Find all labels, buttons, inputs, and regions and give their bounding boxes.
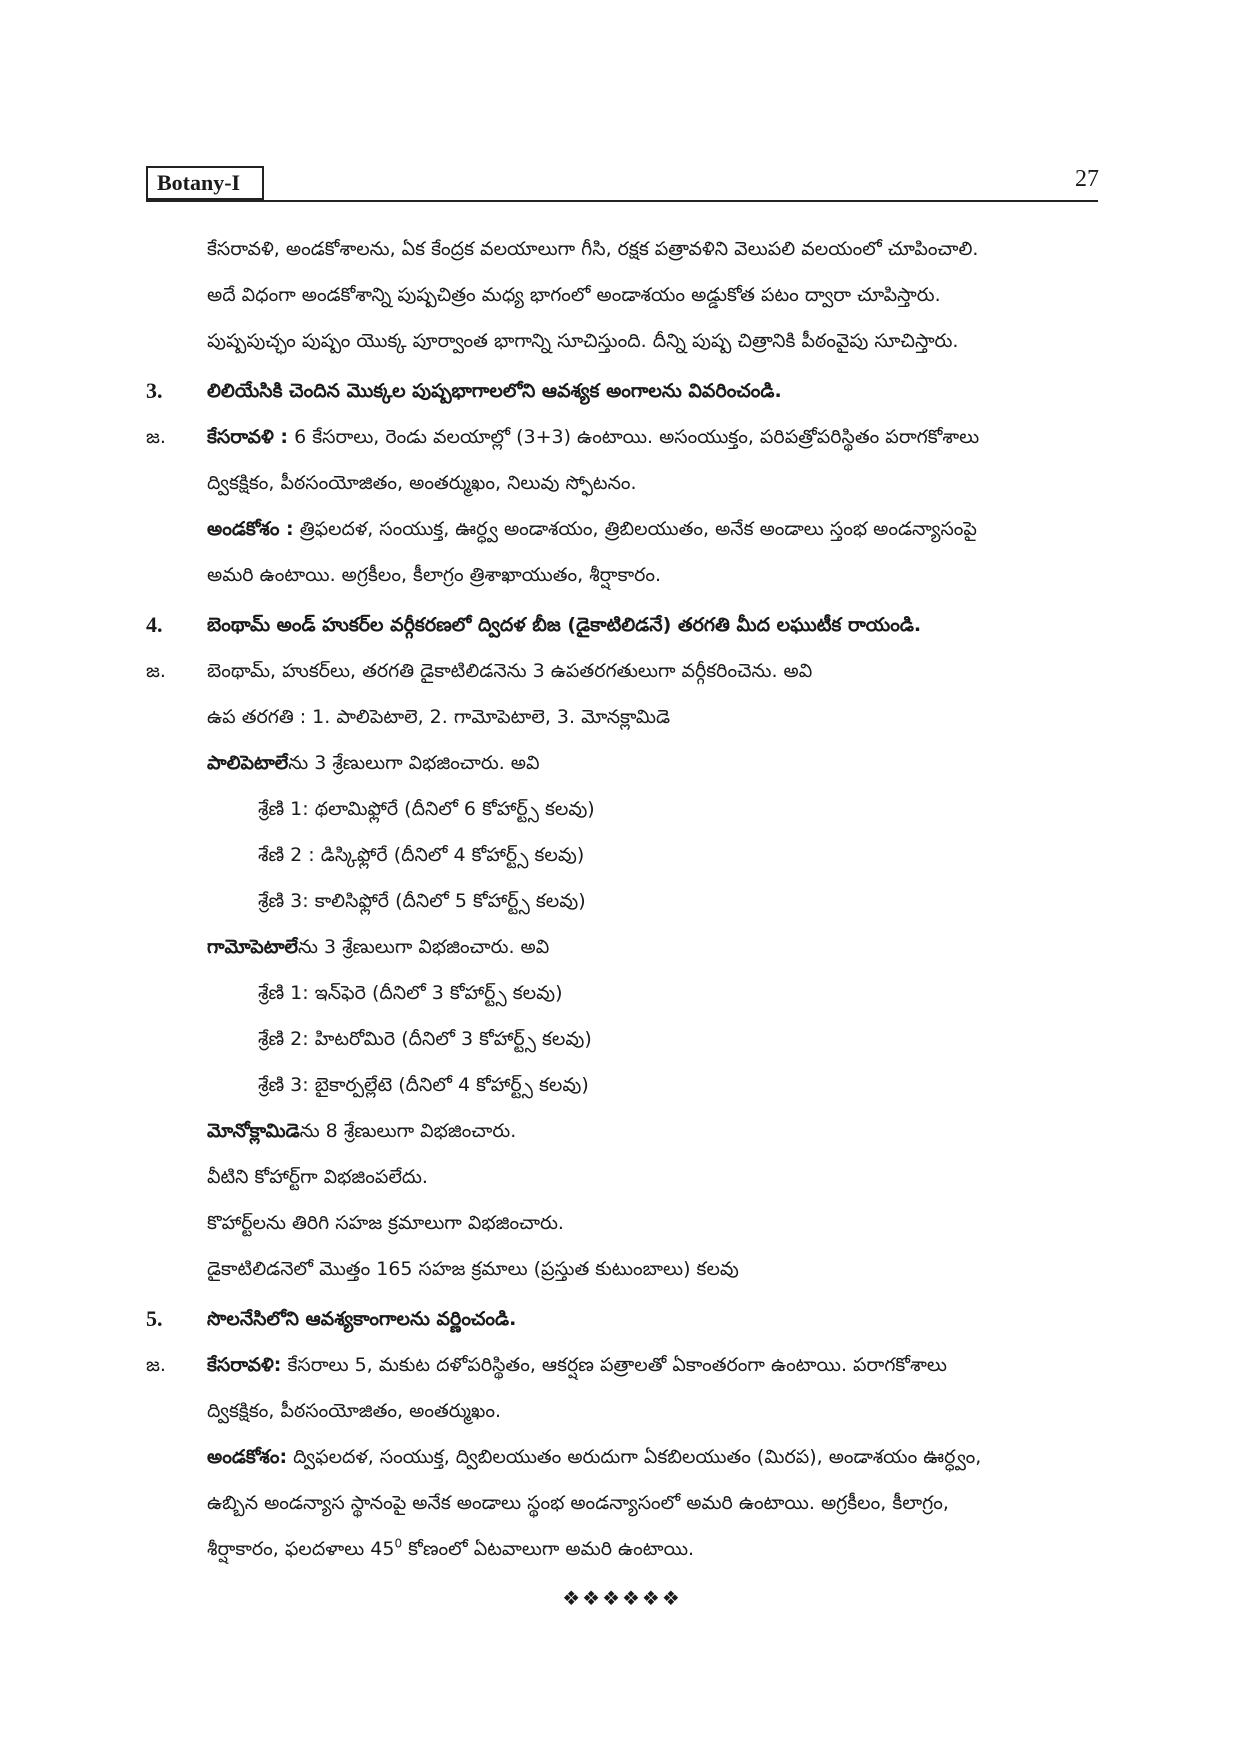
answer-text: త్రిఫలదళ, సంయుక్త, ఊర్ధ్వ అండాశయం, త్రిబిలయుతం, అనేక అండాలు స్తంభ అండన్యాసంపై [299, 518, 977, 540]
answer-4-line-2: ఉప తరగతి : 1. పాలిపెటాలె, 2. గామోపెటాలె, 3. మోనక్లామిడె [207, 706, 671, 728]
monochlamydeae-intro [146, 1108, 1098, 1154]
answer-3-line-1 [146, 414, 1098, 460]
term-label: కేసరావళి : [207, 426, 289, 448]
intro-line-1: కేసరావళి, అండకోశాలను, ఏక కేంద్రక వలయాలుగా గీసి, రక్షక పత్రావళిని వెలుపలి వలయంలో చూపించాలి. [207, 238, 979, 260]
answer-3-line-3 [146, 506, 1098, 552]
answer-5-line-3 [146, 1434, 1098, 1480]
answer-4-line-1 [146, 648, 1098, 694]
term-label: కేసరావళి: [207, 1354, 282, 1376]
question-text: లిలియేసికి చెందిన మొక్కల పుష్పభాగాలలోని ఆవశ్యక అంగాలను వివరించండి. [207, 380, 782, 402]
intro-line-3: పుష్పపుచ్ఛం పుష్పం యొక్క పూర్వాంత భాగాన్ని సూచిస్తుంది. దీన్ని పుష్ప చిత్రానికి పీఠంవైపు సూచిస్తారు. [207, 330, 959, 352]
degree-superscript: 0 [394, 1536, 403, 1551]
answer-text: ద్విఫలదళ, సంయుక్త, ద్విబిలయుతం అరుదుగా ఏకబిలయుతం (మిరప), అండాశయం ఊర్ధ్వం, [293, 1446, 982, 1468]
answer-4-note-2: కొహార్ట్‌లను తిరిగి సహజ క్రమాలుగా విభజించారు. [207, 1212, 564, 1234]
term-label: గామోపెటాలే [207, 936, 298, 958]
gamopetalae-intro [146, 924, 1098, 970]
term-label: పాలిపెటాలే [207, 752, 289, 774]
intro-line-2: అదే విధంగా అండకోశాన్ని పుష్పచిత్రం మధ్య భాగంలో అండాశయం అడ్డుకోత పటం ద్వారా చూపిస్తారు. [207, 284, 941, 306]
answer-4-note-3: డైకాటిలిడనెలో మొత్తం 165 సహజ క్రమాలు (ప్రస్తుత కుటుంబాలు) కలవు [207, 1258, 739, 1280]
answer-text: కేసరాలు 5, మకుట దళోపరిస్థితం, ఆకర్షణ పత్రాలతో ఏకాంతరంగా ఉంటాయి. పరాగకోశాలు [287, 1354, 947, 1376]
answer-text: ను 8 శ్రేణులుగా విభజించారు. [299, 1120, 517, 1142]
question-number: 5. [146, 1306, 163, 1331]
question-text: బెంథామ్ అండ్ హుకర్‌ల వర్గీకరణలో ద్విదళ బీజ (డైకాటిలిడనే) తరగతి మీద లఘుటీక రాయండి. [207, 614, 922, 636]
gamopetalae-series-2: శ్రేణి 2: హిటరోమిరె (దీనిలో 3 కోహార్ట్స్ కలవు) [258, 1028, 592, 1050]
answer-text: బెంథామ్, హుకర్‌లు, తరగతి డైకాటిలిడనెను 3 ఉపతరగతులుగా వర్గీకరించెను. అవి [207, 660, 813, 682]
header-rule [146, 200, 1098, 202]
question-3 [146, 368, 1098, 414]
question-4 [146, 602, 1098, 648]
question-text: సొలనేసిలోని ఆవశ్యకాంగాలను వర్ణించండి. [207, 1308, 517, 1330]
answer-text: శీర్షాకారం, ఫలదళాలు 45 [207, 1538, 395, 1560]
answer-text: ను 3 శ్రేణులుగా విభజించారు. అవి [288, 752, 540, 774]
polypetalae-intro [146, 740, 1098, 786]
answer-5-line-4: ఉబ్బిన అండన్యాస స్థానంపై అనేక అండాలు స్థంభ అండన్యాసంలో అమరి ఉంటాయి. అగ్రకీలం, కీలాగ్రం, [207, 1492, 949, 1514]
question-number: 4. [146, 612, 163, 637]
answer-text: 6 కేసరాలు, రెండు వలయాల్లో (3+3) ఉంటాయి. అసంయుక్తం, పరిపత్రోపరిస్థితం పరాగకోశాలు [294, 426, 980, 448]
answer-label: జ. [146, 1354, 166, 1376]
page-content [146, 226, 1098, 1624]
section-separator: ❖❖❖❖❖❖ [562, 1586, 682, 1610]
answer-label: జ. [146, 426, 166, 448]
term-label: అండకోశం : [207, 518, 294, 540]
answer-5-line-5 [146, 1526, 1098, 1572]
header-title-box [146, 166, 264, 200]
answer-4-note-1: వీటిని కోహార్ట్‌గా విభజింపలేదు. [207, 1166, 428, 1188]
question-number: 3. [146, 378, 163, 403]
polypetalae-series-1: శ్రేణి 1: థలామిఫ్లోరే (దీనిలో 6 కోహార్ట్స్ కలవు) [258, 798, 595, 820]
polypetalae-series-3: శ్రేణి 3: కాలిసిఫ్లోరే (దీనిలో 5 కోహార్ట్స్ కలవు) [258, 890, 586, 912]
term-label: మోనోక్లామిడె [207, 1120, 300, 1142]
answer-5-line-2: ద్వికక్షికం, పీఠసంయోజితం, అంతర్ముఖం. [207, 1400, 502, 1422]
question-5 [146, 1296, 1098, 1342]
gamopetalae-series-3: శ్రేణి 3: బైకార్పల్లేటె (దీనిలో 4 కోహార్ట్స్ కలవు) [258, 1074, 589, 1096]
gamopetalae-series-1: శ్రేణి 1: ఇన్‌ఫెరె (దీనిలో 3 కోహార్ట్స్ కలవు) [258, 982, 563, 1004]
header-title: Botany-I [157, 170, 241, 195]
answer-3-line-2: ద్వికక్షికం, పీఠసంయోజితం, అంతర్ముఖం, నిలువు స్ఫోటనం. [207, 472, 637, 494]
answer-label: జ. [146, 660, 166, 682]
answer-text: ను 3 శ్రేణులుగా విభజించారు. అవి [298, 936, 550, 958]
term-label: అండకోశం: [207, 1446, 288, 1468]
answer-3-line-4: అమరి ఉంటాయి. అగ్రకీలం, కీలాగ్రం త్రిశాఖాయుతం, శీర్షాకారం. [207, 564, 662, 586]
page-number: 27 [1075, 166, 1099, 192]
answer-text: కోణంలో ఏటవాలుగా అమరి ఉంటాయి. [402, 1538, 695, 1560]
answer-5-line-1 [146, 1342, 1098, 1388]
polypetalae-series-2: శేణి 2 : డిస్కిఫ్లోరే (దీనిలో 4 కోహార్ట్స్ కలవు) [258, 844, 585, 866]
